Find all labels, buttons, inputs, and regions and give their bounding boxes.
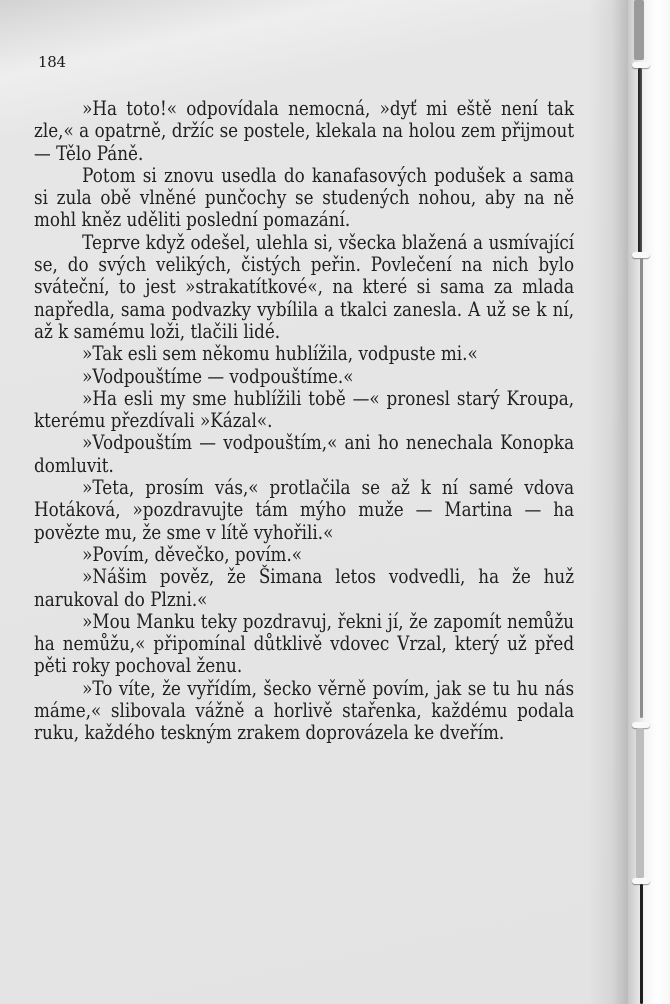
paragraph: »Povím, děvečko, povím.« xyxy=(82,542,303,566)
page-number: 184 xyxy=(38,53,66,71)
binding-thread xyxy=(634,0,644,60)
book-binding xyxy=(628,0,670,1004)
paragraph: Potom si znovu usedla do kanafasových podušek a sama si zula obě vlněné punčochy se studených nohou, aby na ně mohl kněz uděliti poslední pomazání. xyxy=(34,163,575,232)
paragraph: »Vodpouštím — vodpouštím,« ani ho nenechala Konopka domluvit. xyxy=(34,431,575,477)
paragraph: »Teta, prosím vás,« protlačila se až k ní samé vdova Hotáková, »pozdravujte tám mýho muže — Martina — ha povězte mu, že sme v lítě vyhořili.« xyxy=(34,476,575,544)
body-text xyxy=(34,98,574,745)
binding-thread xyxy=(636,728,644,878)
paragraph: »Ha toto!« odpovídala nemocná, »dyť mi eště není tak zle,« a opatrně, držíc se postele, klekala na holou zem přijmout — Tělo Páně. xyxy=(34,97,575,165)
paragraph: »Vodpouštíme — vodpouštíme.« xyxy=(82,364,354,388)
paragraph: »Ha esli my sme hublížili tobě —« pronesl starý Kroupa, kterému přezdívali »Kázal«. xyxy=(34,386,575,433)
binding-thread xyxy=(638,68,642,253)
paragraph: »Mou Manku teky pozdravuj, řekni jí, že zapomít nemůžu ha nemůžu,« připomínal důtklivě vdovec Vrzal, který už před pěti roky pochoval ženu. xyxy=(34,609,575,678)
binding-thread xyxy=(640,258,643,718)
paragraph: »Tak esli sem někomu hublížila, vodpuste mi.« xyxy=(82,342,478,366)
paragraph: »To víte, že vyřídím, šecko věrně povím, jak se tu hu nás máme,« slibovala vážně a horlivě stařenka, každému podala ruku, každého teskným zrakem doprovázela ke dveřím. xyxy=(34,676,575,745)
binding-stitch xyxy=(632,62,650,68)
paragraph: Teprve když odešel, ulehla si, všecka blažená a usmívající se, do svých velikých, čistých peřin. Povlečení na nich bylo sváteční, to jest »strakatítkové«, na které si sama za mlada napředla, sama podvazky vybílila a tkalci zanesla. A už se k ní, až k samému loži, tlačili lidé. xyxy=(34,230,575,343)
binding-thread xyxy=(640,884,643,1004)
paragraph: »Nášim pověz, že Šimana letos vodvedli, ha že huž narukoval do Plzni.« xyxy=(34,565,575,611)
